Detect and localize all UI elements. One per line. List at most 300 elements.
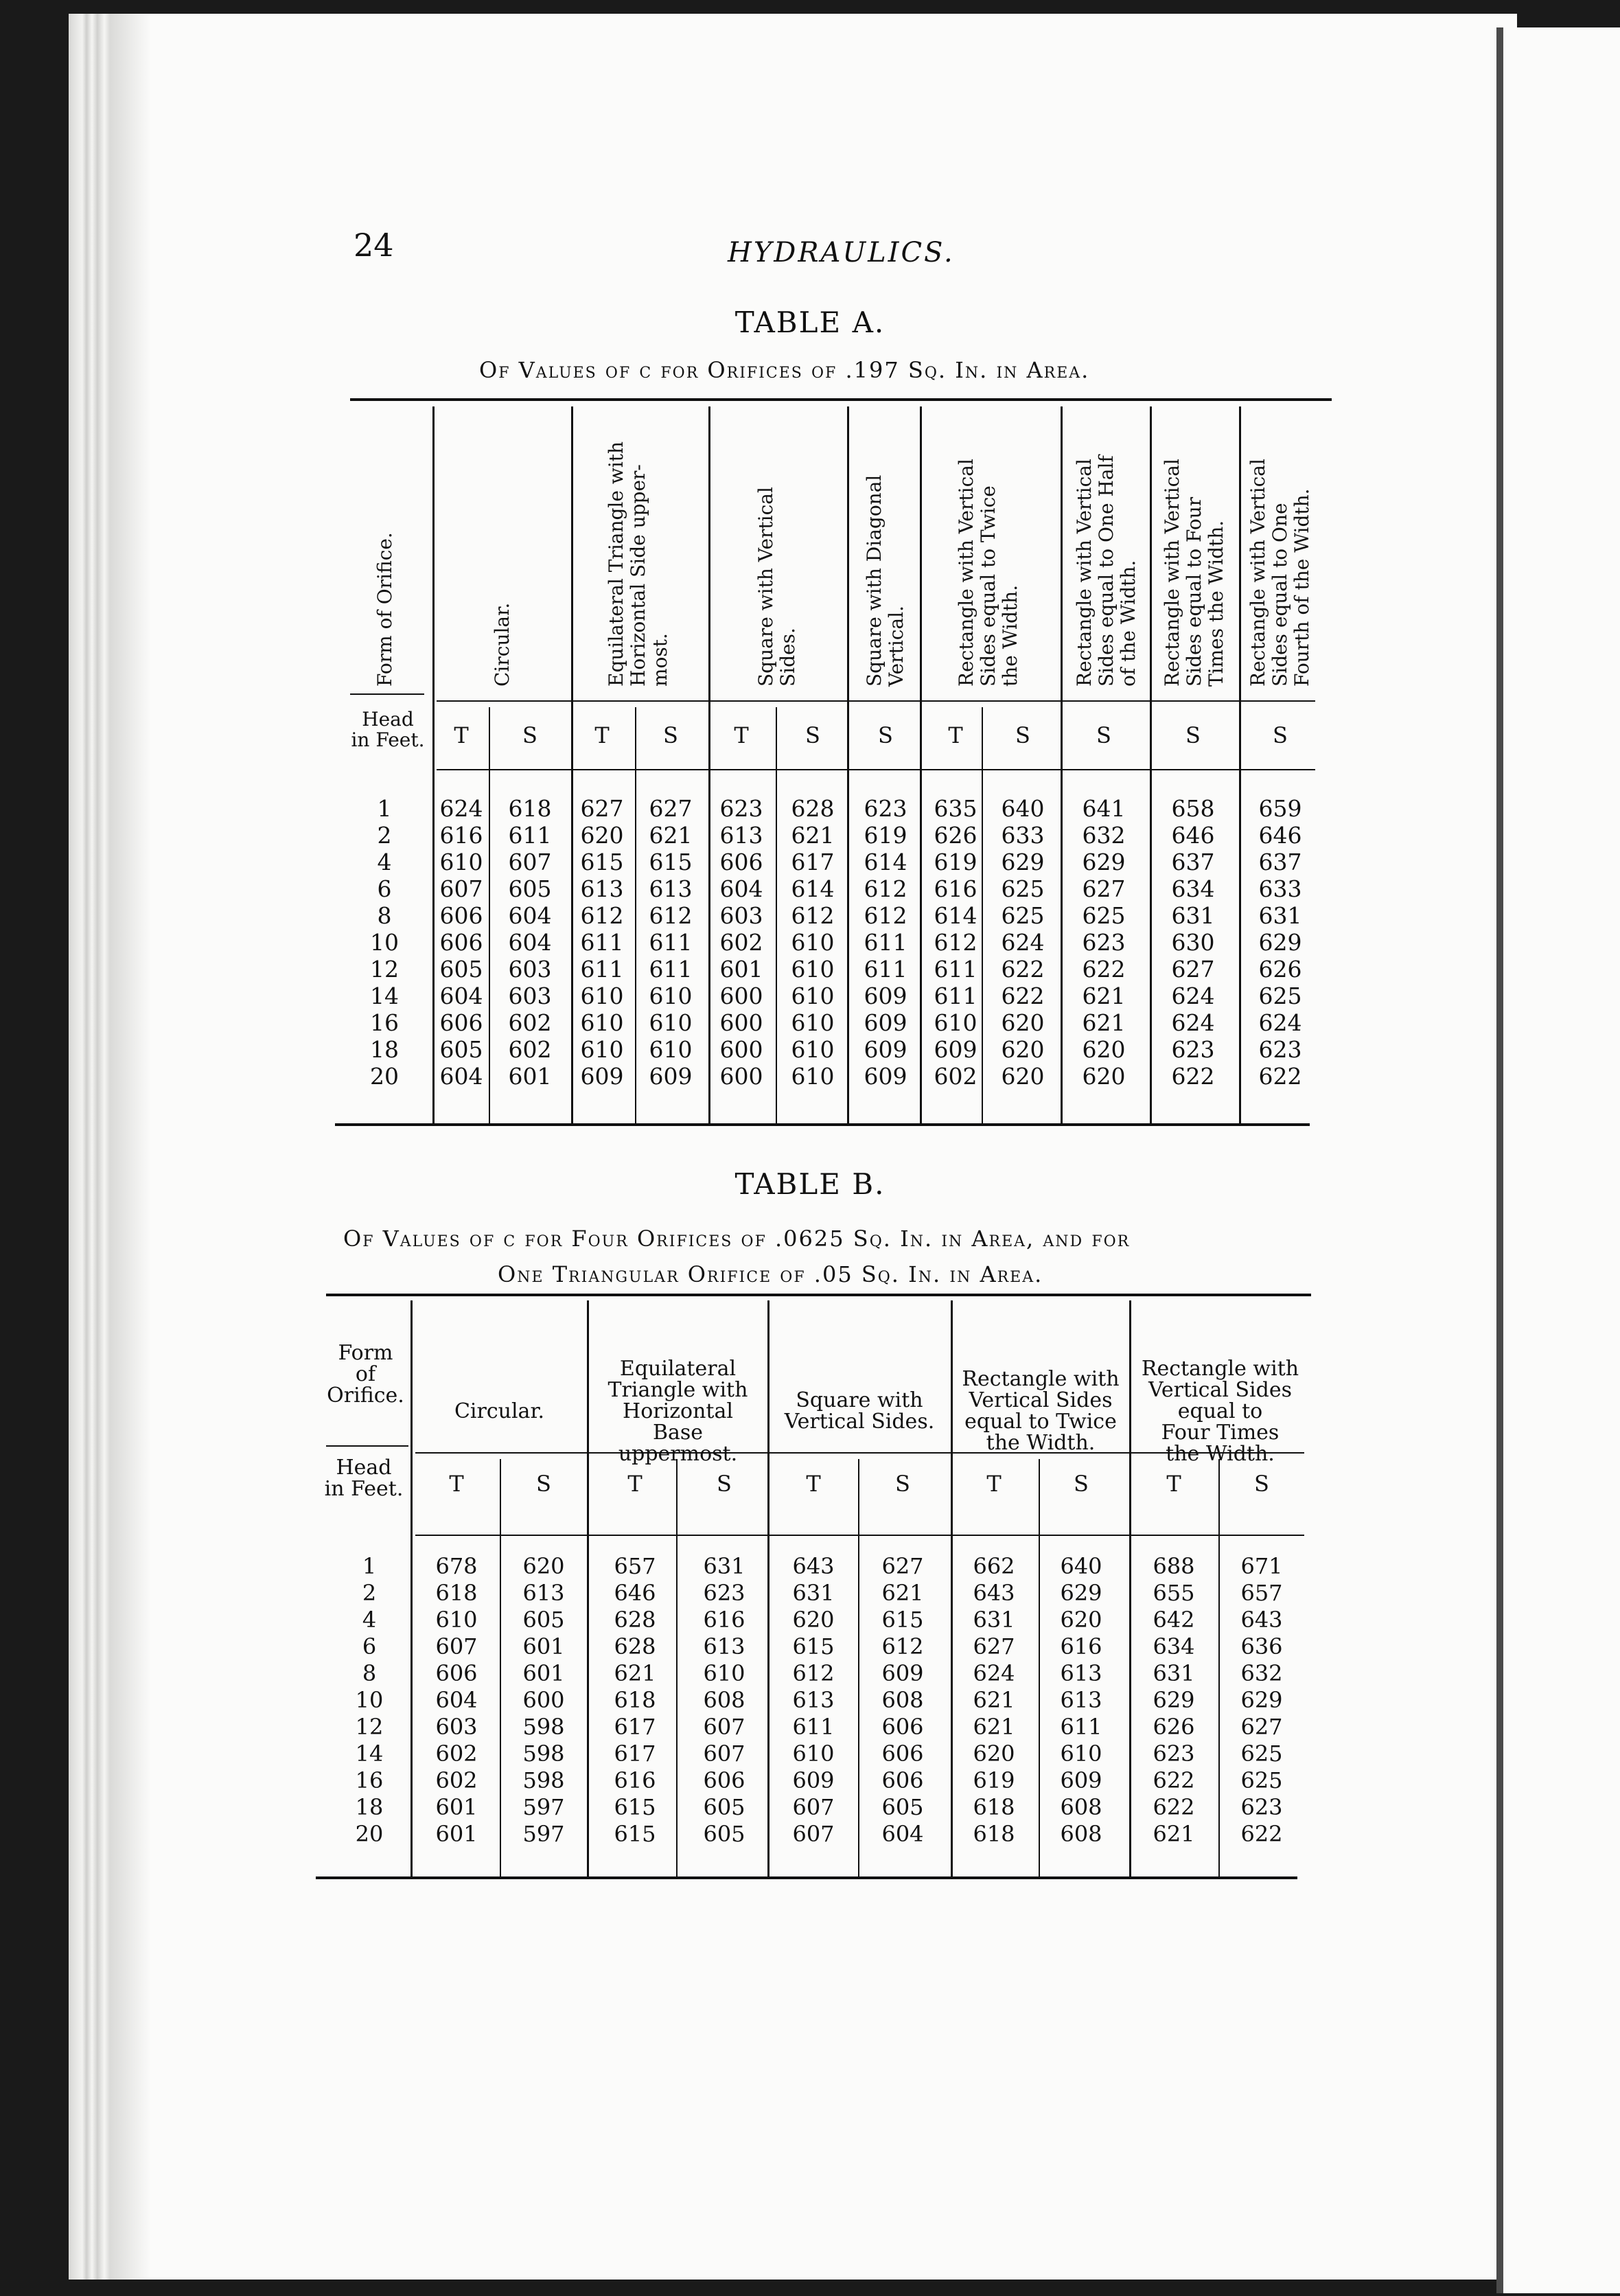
table-b-cell: 600 xyxy=(522,1687,565,1713)
table-a-cell: 623 xyxy=(1082,929,1126,956)
table-a-cell: 631 xyxy=(1171,902,1215,929)
table-a-cell: 611 xyxy=(864,929,907,956)
table-b-cell: 634 xyxy=(1153,1633,1195,1660)
table-a-subcol-header: S xyxy=(663,722,678,748)
table-a-vrule xyxy=(847,406,849,1124)
table-b-group-header: Square with Vertical Sides. xyxy=(784,1388,935,1434)
table-b-head-cell: 16 xyxy=(355,1767,384,1793)
table-b-cell: 621 xyxy=(973,1714,1015,1740)
table-b-cell: 606 xyxy=(435,1660,478,1686)
table-b-cell: 627 xyxy=(881,1553,924,1579)
table-b-cell: 615 xyxy=(881,1607,924,1633)
table-b-cell: 607 xyxy=(435,1633,478,1660)
table-b-cell: 657 xyxy=(1240,1580,1283,1606)
table-a-cell: 631 xyxy=(1258,902,1302,929)
table-b-subhead-rule xyxy=(415,1535,1304,1536)
table-a-cell: 606 xyxy=(439,902,483,929)
table-a-cell: 637 xyxy=(1258,849,1302,875)
table-b-cell: 615 xyxy=(614,1794,656,1820)
table-b-cell: 623 xyxy=(703,1580,745,1606)
table-a-cell: 621 xyxy=(1082,1009,1126,1036)
table-a-column xyxy=(988,795,1057,1090)
table-a-column xyxy=(707,795,776,1090)
table-b-cell: 607 xyxy=(703,1741,745,1767)
table-b-subcol-header: S xyxy=(717,1471,732,1497)
table-a-cell: 619 xyxy=(934,849,977,875)
table-b-cell: 631 xyxy=(1153,1660,1195,1686)
table-b-subvrule xyxy=(1039,1459,1040,1877)
table-a-cell: 616 xyxy=(934,875,977,902)
table-b-cell: 655 xyxy=(1153,1580,1195,1606)
table-b-column xyxy=(1227,1553,1296,1848)
table-b-cell: 631 xyxy=(792,1580,835,1606)
table-b-subcol-header: T xyxy=(986,1471,1002,1497)
table-b-subcol-header: T xyxy=(449,1471,464,1497)
table-b-cell: 606 xyxy=(881,1767,924,1793)
table-b-cell: 618 xyxy=(435,1580,478,1606)
table-b-cell: 601 xyxy=(435,1794,478,1820)
table-b-cell: 620 xyxy=(792,1607,835,1633)
table-b-column xyxy=(601,1553,669,1848)
table-a-cell: 646 xyxy=(1258,822,1302,849)
table-b-head-label: Head in Feet. xyxy=(324,1456,404,1501)
table-a-head-cell: 10 xyxy=(370,929,399,956)
table-a-cell: 610 xyxy=(791,956,835,983)
table-a-cell: 610 xyxy=(934,1009,977,1036)
table-b-subcol-header: S xyxy=(536,1471,551,1497)
table-a-cell: 610 xyxy=(580,1036,624,1063)
table-a-cell: 615 xyxy=(580,849,624,875)
table-a-title: TABLE A. xyxy=(734,306,886,339)
table-b-cell: 606 xyxy=(881,1741,924,1767)
table-a-cell: 624 xyxy=(1171,983,1215,1009)
table-b-cell: 611 xyxy=(1060,1714,1102,1740)
table-a-cell: 610 xyxy=(791,1063,835,1090)
table-a-head-cell: 18 xyxy=(370,1036,399,1063)
table-b-cell: 615 xyxy=(792,1633,835,1660)
table-b-cell: 621 xyxy=(881,1580,924,1606)
table-b-cell: 613 xyxy=(1060,1687,1102,1713)
table-b-cell: 605 xyxy=(522,1607,565,1633)
table-a-cell: 610 xyxy=(791,1009,835,1036)
table-b-cell: 627 xyxy=(973,1633,1015,1660)
table-b-group-header: Circular. xyxy=(454,1399,545,1423)
table-a-cell: 609 xyxy=(864,1009,907,1036)
table-b-cell: 611 xyxy=(792,1714,835,1740)
table-a-cell: 637 xyxy=(1171,849,1215,875)
table-a-cell: 624 xyxy=(1171,1009,1215,1036)
table-b-top-rule xyxy=(326,1294,1311,1296)
table-b-cell: 613 xyxy=(792,1687,835,1713)
table-a-cell: 605 xyxy=(439,956,483,983)
table-a-cell: 611 xyxy=(649,956,693,983)
table-a-cell: 620 xyxy=(1082,1036,1126,1063)
table-a-subcol-header: S xyxy=(1096,722,1111,748)
table-b-cell: 601 xyxy=(522,1633,565,1660)
table-a-column xyxy=(778,795,847,1090)
table-b-cell: 625 xyxy=(1240,1767,1283,1793)
table-a-subtitle: Of Values of c for Orifices of .197 Sq. In. in Area. xyxy=(479,357,1090,383)
table-a-cell: 604 xyxy=(508,929,552,956)
table-a-cell: 624 xyxy=(1001,929,1045,956)
table-b-cell: 608 xyxy=(1060,1821,1102,1847)
table-a-subcol-header: T xyxy=(454,722,469,748)
table-a-cell: 623 xyxy=(1258,1036,1302,1063)
table-b-cell: 620 xyxy=(1060,1607,1102,1633)
table-a-group-header: Rectangle with Vertical Sides equal to One Fourth of the Width. xyxy=(1247,459,1313,687)
table-b-subcol-header: S xyxy=(1254,1471,1269,1497)
table-b-subvrule xyxy=(500,1459,501,1877)
table-a-cell: 625 xyxy=(1001,902,1045,929)
table-a-cell: 612 xyxy=(934,929,977,956)
table-a-cell: 626 xyxy=(1258,956,1302,983)
table-b-cell: 627 xyxy=(1240,1714,1283,1740)
table-a-cell: 630 xyxy=(1171,929,1215,956)
table-b-head-cell: 20 xyxy=(355,1821,384,1847)
table-a-group-header: Circular. xyxy=(491,602,513,687)
table-b-cell: 609 xyxy=(881,1660,924,1686)
table-a-cell: 606 xyxy=(439,1009,483,1036)
table-a-cell: 601 xyxy=(719,956,763,983)
table-b-column xyxy=(690,1553,759,1848)
table-a-head-cell: 6 xyxy=(377,875,392,902)
table-b-cell: 605 xyxy=(703,1794,745,1820)
table-a-cell: 609 xyxy=(864,983,907,1009)
table-a-cell: 618 xyxy=(508,795,552,822)
table-b-cell: 646 xyxy=(614,1580,656,1606)
table-a-cell: 610 xyxy=(649,983,693,1009)
table-a-cell: 609 xyxy=(864,1063,907,1090)
table-b-head-cell: 18 xyxy=(355,1794,384,1820)
table-a-subcol-header: T xyxy=(734,722,749,748)
table-a-cell: 611 xyxy=(864,956,907,983)
table-a-cell: 635 xyxy=(934,795,977,822)
table-a-cell: 603 xyxy=(508,956,552,983)
table-a-cell: 621 xyxy=(791,822,835,849)
table-b-cell: 618 xyxy=(614,1687,656,1713)
table-b-header-rule xyxy=(326,1445,408,1447)
table-b-cell: 628 xyxy=(614,1633,656,1660)
table-a-cell: 609 xyxy=(864,1036,907,1063)
table-a-column xyxy=(568,795,636,1090)
table-a-column xyxy=(636,795,705,1090)
table-a-cell: 607 xyxy=(508,849,552,875)
table-a-cell: 640 xyxy=(1001,795,1045,822)
table-b-head-cell: 4 xyxy=(362,1607,377,1633)
table-a-cell: 617 xyxy=(791,849,835,875)
table-b-cell: 624 xyxy=(973,1660,1015,1686)
running-head: HYDRAULICS. xyxy=(728,237,955,268)
table-b-cell: 631 xyxy=(973,1607,1015,1633)
table-a-cell: 625 xyxy=(1258,983,1302,1009)
table-b-cell: 610 xyxy=(1060,1741,1102,1767)
table-a-cell: 624 xyxy=(439,795,483,822)
table-a-head-cell: 1 xyxy=(377,795,392,822)
table-a-cell: 613 xyxy=(649,875,693,902)
table-a-cell: 607 xyxy=(439,875,483,902)
table-b-cell: 622 xyxy=(1240,1821,1283,1847)
table-b-cell: 640 xyxy=(1060,1553,1102,1579)
table-b-subcol-header: T xyxy=(627,1471,643,1497)
table-a-column xyxy=(496,795,564,1090)
table-b-cell: 620 xyxy=(973,1741,1015,1767)
table-b-cell: 610 xyxy=(792,1741,835,1767)
table-b-cell: 625 xyxy=(1240,1741,1283,1767)
table-a-header-rule xyxy=(350,693,424,695)
table-b-cell: 603 xyxy=(435,1714,478,1740)
table-a-cell: 602 xyxy=(719,929,763,956)
table-b-head-cell: 10 xyxy=(355,1687,384,1713)
table-b-cell: 622 xyxy=(1153,1794,1195,1820)
table-b-cell: 601 xyxy=(522,1660,565,1686)
table-b-cell: 598 xyxy=(522,1767,565,1793)
table-a-cell: 641 xyxy=(1082,795,1126,822)
table-a-head-cell: 8 xyxy=(377,902,392,929)
table-a-vrule xyxy=(1061,406,1063,1124)
table-a-cell: 610 xyxy=(791,1036,835,1063)
table-b-cell: 616 xyxy=(703,1607,745,1633)
table-b-cell: 606 xyxy=(703,1767,745,1793)
table-b-head-cell: 12 xyxy=(355,1714,384,1740)
table-a-cell: 602 xyxy=(934,1063,977,1090)
table-b-cell: 629 xyxy=(1153,1687,1195,1713)
table-a-cell: 623 xyxy=(864,795,907,822)
table-b-column xyxy=(868,1553,937,1848)
table-a-column xyxy=(851,795,920,1090)
table-b-group-header: Rectangle with Vertical Sides equal to Twice the Width. xyxy=(962,1367,1120,1455)
table-b-cell: 601 xyxy=(435,1821,478,1847)
table-a-cell: 600 xyxy=(719,1063,763,1090)
table-a-cell: 633 xyxy=(1258,875,1302,902)
table-a-column xyxy=(427,795,496,1090)
table-a-cell: 612 xyxy=(649,902,693,929)
table-a-cell: 625 xyxy=(1082,902,1126,929)
table-a-cell: 600 xyxy=(719,1036,763,1063)
table-a-cell: 627 xyxy=(580,795,624,822)
table-b-cell: 617 xyxy=(614,1714,656,1740)
table-b-cell: 598 xyxy=(522,1741,565,1767)
table-a-cell: 659 xyxy=(1258,795,1302,822)
table-b-cell: 607 xyxy=(792,1821,835,1847)
table-a-cell: 622 xyxy=(1001,956,1045,983)
book-page xyxy=(69,14,1517,2280)
table-b-cell: 605 xyxy=(703,1821,745,1847)
table-b-cell: 608 xyxy=(1060,1794,1102,1820)
table-b-cell: 608 xyxy=(703,1687,745,1713)
table-a-cell: 627 xyxy=(1082,875,1126,902)
table-a-head-cell: 12 xyxy=(370,956,399,983)
table-b-cell: 643 xyxy=(973,1580,1015,1606)
table-b-subvrule xyxy=(1218,1459,1220,1877)
table-b-column xyxy=(779,1553,848,1848)
table-a-cell: 610 xyxy=(649,1036,693,1063)
table-a-cell: 605 xyxy=(508,875,552,902)
table-a-cell: 602 xyxy=(508,1009,552,1036)
table-a-cell: 612 xyxy=(864,875,907,902)
table-a-cell: 623 xyxy=(719,795,763,822)
table-a-cell: 620 xyxy=(1001,1009,1045,1036)
table-a-group-rule xyxy=(437,700,1315,702)
table-a-cell: 611 xyxy=(649,929,693,956)
table-b-cell: 662 xyxy=(973,1553,1015,1579)
table-b-subcol-header: T xyxy=(806,1471,821,1497)
table-a-subcol-header: S xyxy=(878,722,893,748)
table-a-cell: 606 xyxy=(719,849,763,875)
table-a-bottom-rule xyxy=(335,1123,1310,1126)
table-b-cell: 606 xyxy=(881,1714,924,1740)
table-a-cell: 622 xyxy=(1082,956,1126,983)
table-a-cell: 603 xyxy=(508,983,552,1009)
table-b-group-header: Rectangle with Vertical Sides equal to Four Times the Width. xyxy=(1141,1356,1299,1466)
table-b-cell: 605 xyxy=(881,1794,924,1820)
table-a-vrule xyxy=(1150,406,1152,1124)
table-a-cell: 623 xyxy=(1171,1036,1215,1063)
table-b-cell: 619 xyxy=(973,1767,1015,1793)
table-a-cell: 620 xyxy=(580,822,624,849)
table-b-title: TABLE B. xyxy=(734,1167,886,1201)
table-a-group-header: Rectangle with Vertical Sides equal to Twice the Width. xyxy=(955,459,1021,687)
table-b-subtitle-line2: One Triangular Orifice of .05 Sq. In. in Area. xyxy=(498,1261,1043,1287)
table-a-cell: 604 xyxy=(719,875,763,902)
table-a-cell: 622 xyxy=(1001,983,1045,1009)
table-a-cell: 615 xyxy=(649,849,693,875)
table-a-cell: 610 xyxy=(791,983,835,1009)
table-a-subcol-header: S xyxy=(522,722,537,748)
table-b-cell: 623 xyxy=(1153,1741,1195,1767)
table-b-cell: 609 xyxy=(1060,1767,1102,1793)
table-a-subcol-header: S xyxy=(1015,722,1030,748)
table-a-group-header: Rectangle with Vertical Sides equal to Four Times the Width. xyxy=(1161,459,1227,687)
table-b-cell: 629 xyxy=(1060,1580,1102,1606)
table-b-head-cell: 8 xyxy=(362,1660,377,1686)
table-a-cell: 622 xyxy=(1171,1063,1215,1090)
table-b-vrule xyxy=(951,1300,953,1877)
table-a-cell: 601 xyxy=(508,1063,552,1090)
table-a-cell: 611 xyxy=(580,956,624,983)
table-b-cell: 612 xyxy=(881,1633,924,1660)
table-a-cell: 602 xyxy=(508,1036,552,1063)
table-b-bottom-rule xyxy=(316,1876,1297,1879)
table-a-cell: 611 xyxy=(934,956,977,983)
table-a-cell: 609 xyxy=(934,1036,977,1063)
table-a-cell: 610 xyxy=(439,849,483,875)
table-a-head-cell: 16 xyxy=(370,1009,399,1036)
table-a-cell: 621 xyxy=(1082,983,1126,1009)
table-b-cell: 597 xyxy=(522,1794,565,1820)
table-a-subcol-header: S xyxy=(805,722,820,748)
table-a-cell: 627 xyxy=(1171,956,1215,983)
table-b-head-cell: 14 xyxy=(355,1741,384,1767)
table-a-cell: 633 xyxy=(1001,822,1045,849)
table-b-vrule xyxy=(767,1300,769,1877)
table-a-cell: 614 xyxy=(864,849,907,875)
table-a-cell: 611 xyxy=(580,929,624,956)
table-b-cell: 616 xyxy=(614,1767,656,1793)
table-a-head-cell: 4 xyxy=(377,849,392,875)
table-b-cell: 612 xyxy=(792,1660,835,1686)
table-b-subcol-header: T xyxy=(1166,1471,1181,1497)
table-b-cell: 597 xyxy=(522,1821,565,1847)
table-b-cell: 604 xyxy=(435,1687,478,1713)
table-a-cell: 625 xyxy=(1001,875,1045,902)
table-b-cell: 623 xyxy=(1240,1794,1283,1820)
table-a-subhead-rule xyxy=(437,769,1315,770)
table-b-cell: 608 xyxy=(881,1687,924,1713)
table-b-subvrule xyxy=(676,1459,678,1877)
table-a-cell: 612 xyxy=(791,902,835,929)
table-b-cell: 610 xyxy=(435,1607,478,1633)
table-b-cell: 620 xyxy=(522,1553,565,1579)
table-a-cell: 604 xyxy=(508,902,552,929)
table-b-cell: 636 xyxy=(1240,1633,1283,1660)
table-a-cell: 622 xyxy=(1258,1063,1302,1090)
table-a-subcol-header: T xyxy=(948,722,963,748)
table-a-cell: 614 xyxy=(934,902,977,929)
page-spine xyxy=(69,14,151,2280)
table-a-cell: 613 xyxy=(719,822,763,849)
table-b-cell: 610 xyxy=(703,1660,745,1686)
table-a-cell: 624 xyxy=(1258,1009,1302,1036)
table-b-cell: 598 xyxy=(522,1714,565,1740)
table-b-cell: 629 xyxy=(1240,1687,1283,1713)
table-b-subtitle-line1: Of Values of c for Four Orifices of .0625 Sq. In. in Area, and for xyxy=(343,1226,1131,1252)
table-a-subcol-header: S xyxy=(1185,722,1201,748)
table-a-cell: 626 xyxy=(934,822,977,849)
table-b-head-column xyxy=(335,1553,404,1848)
table-a-cell: 611 xyxy=(508,822,552,849)
table-b-cell: 613 xyxy=(522,1580,565,1606)
table-a-cell: 621 xyxy=(649,822,693,849)
table-b-cell: 602 xyxy=(435,1741,478,1767)
table-b-cell: 631 xyxy=(703,1553,745,1579)
table-a-column xyxy=(1246,795,1315,1090)
table-b-cell: 613 xyxy=(1060,1660,1102,1686)
table-b-cell: 626 xyxy=(1153,1714,1195,1740)
table-b-column xyxy=(509,1553,578,1848)
table-a-cell: 629 xyxy=(1082,849,1126,875)
table-b-subcol-header: S xyxy=(895,1471,910,1497)
table-a-head-cell: 20 xyxy=(370,1063,399,1090)
table-b-column xyxy=(960,1553,1028,1848)
table-a-cell: 612 xyxy=(864,902,907,929)
facing-page-edge xyxy=(1496,27,1620,2293)
table-b-head-cell: 6 xyxy=(362,1633,377,1660)
table-a-cell: 627 xyxy=(649,795,693,822)
table-a-cell: 606 xyxy=(439,929,483,956)
table-a-cell: 620 xyxy=(1082,1063,1126,1090)
table-a-column xyxy=(1069,795,1138,1090)
table-a-cell: 603 xyxy=(719,902,763,929)
table-a-group-header: Equilateral Triangle with Horizontal Side upper- most. xyxy=(605,441,671,687)
table-b-head-cell: 1 xyxy=(362,1553,377,1579)
table-a-cell: 619 xyxy=(864,822,907,849)
table-a-cell: 614 xyxy=(791,875,835,902)
table-a-cell: 610 xyxy=(580,1009,624,1036)
table-a-cell: 609 xyxy=(649,1063,693,1090)
table-b-cell: 657 xyxy=(614,1553,656,1579)
table-a-cell: 620 xyxy=(1001,1036,1045,1063)
table-a-cell: 629 xyxy=(1258,929,1302,956)
table-b-cell: 643 xyxy=(1240,1607,1283,1633)
table-b-column xyxy=(1047,1553,1115,1848)
table-b-cell: 621 xyxy=(973,1687,1015,1713)
table-b-cell: 671 xyxy=(1240,1553,1283,1579)
table-b-cell: 618 xyxy=(973,1794,1015,1820)
table-a-cell: 611 xyxy=(934,983,977,1009)
table-a-column xyxy=(1159,795,1227,1090)
table-b-cell: 643 xyxy=(792,1553,835,1579)
table-b-cell: 618 xyxy=(973,1821,1015,1847)
